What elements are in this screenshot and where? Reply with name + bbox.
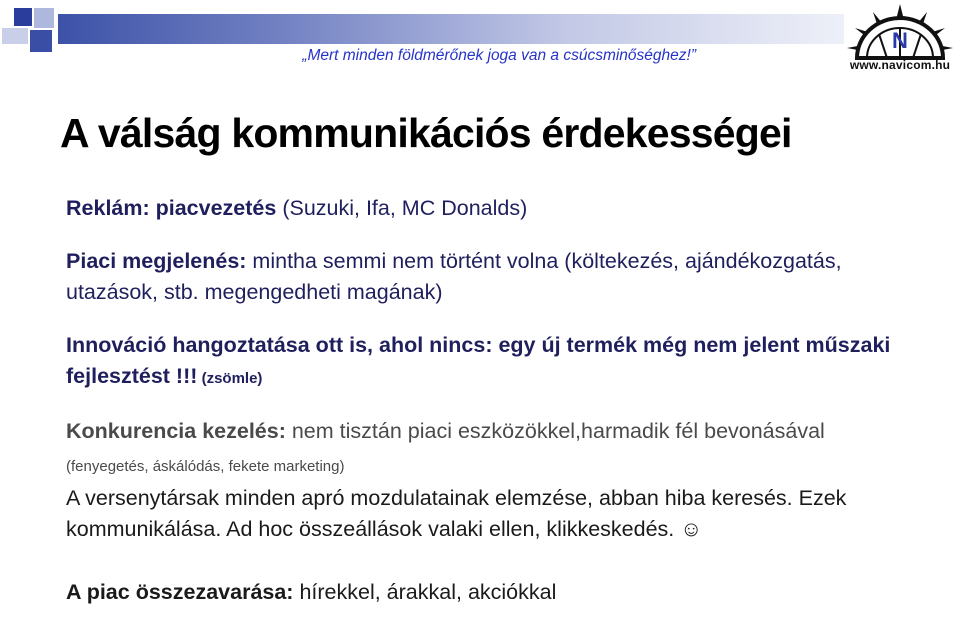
decor-square — [14, 8, 32, 26]
decor-square — [34, 8, 54, 28]
header-tagline: „Mert minden földmérőnek joga van a csúcsminőséghez!” — [302, 47, 696, 64]
konkurencia-note: (fenyegetés, áskálódás, fekete marketing) — [66, 458, 345, 475]
konkurencia-label: Konkurencia kezelés: — [66, 418, 286, 443]
block-piac — [66, 577, 906, 609]
piac-text: hírekkel, árakkal, akciókkal — [293, 579, 557, 604]
innovacio-note: (zsömle) — [197, 370, 263, 387]
block-innovacio — [66, 330, 906, 395]
decor-square — [2, 28, 28, 44]
reklam-label: Reklám: piacvezetés — [66, 196, 277, 220]
block-piaci — [66, 246, 906, 309]
slide-body — [66, 193, 906, 608]
block-konkurencia — [66, 416, 906, 483]
reklam-detail: (Suzuki, Ifa, MC Donalds) — [276, 196, 528, 220]
block-reklam — [66, 193, 906, 225]
piaci-label: Piaci megjelenés: — [66, 248, 247, 273]
konkurencia-line2: A versenytársak minden apró mozdulatainak elemzése, abban hiba keresés. Ezek kommunikálása. Ad hoc összeállások valaki ellen, klikkeskedés. ☺ — [66, 485, 847, 541]
innovacio-text: Innováció hangoztatása ott is, ahol nincs: egy új termék még nem jelent műszaki fejlesztést !!! — [66, 332, 891, 388]
header-gradient-bar — [58, 14, 844, 44]
konkurencia-text: nem tisztán piaci eszközökkel,harmadik fél bevonásával — [285, 418, 825, 443]
piac-label: A piac összezavarása: — [66, 579, 294, 604]
logo-url-text: www.navicom.hu — [849, 58, 951, 72]
piaci-text: mintha semmi nem történt volna (költekezés, ajándékozgatás, utazások, stb. megengedheti magának) — [66, 248, 842, 304]
page-title: A válság kommunikációs érdekességei — [60, 110, 792, 156]
logo-letter: N — [892, 28, 908, 53]
